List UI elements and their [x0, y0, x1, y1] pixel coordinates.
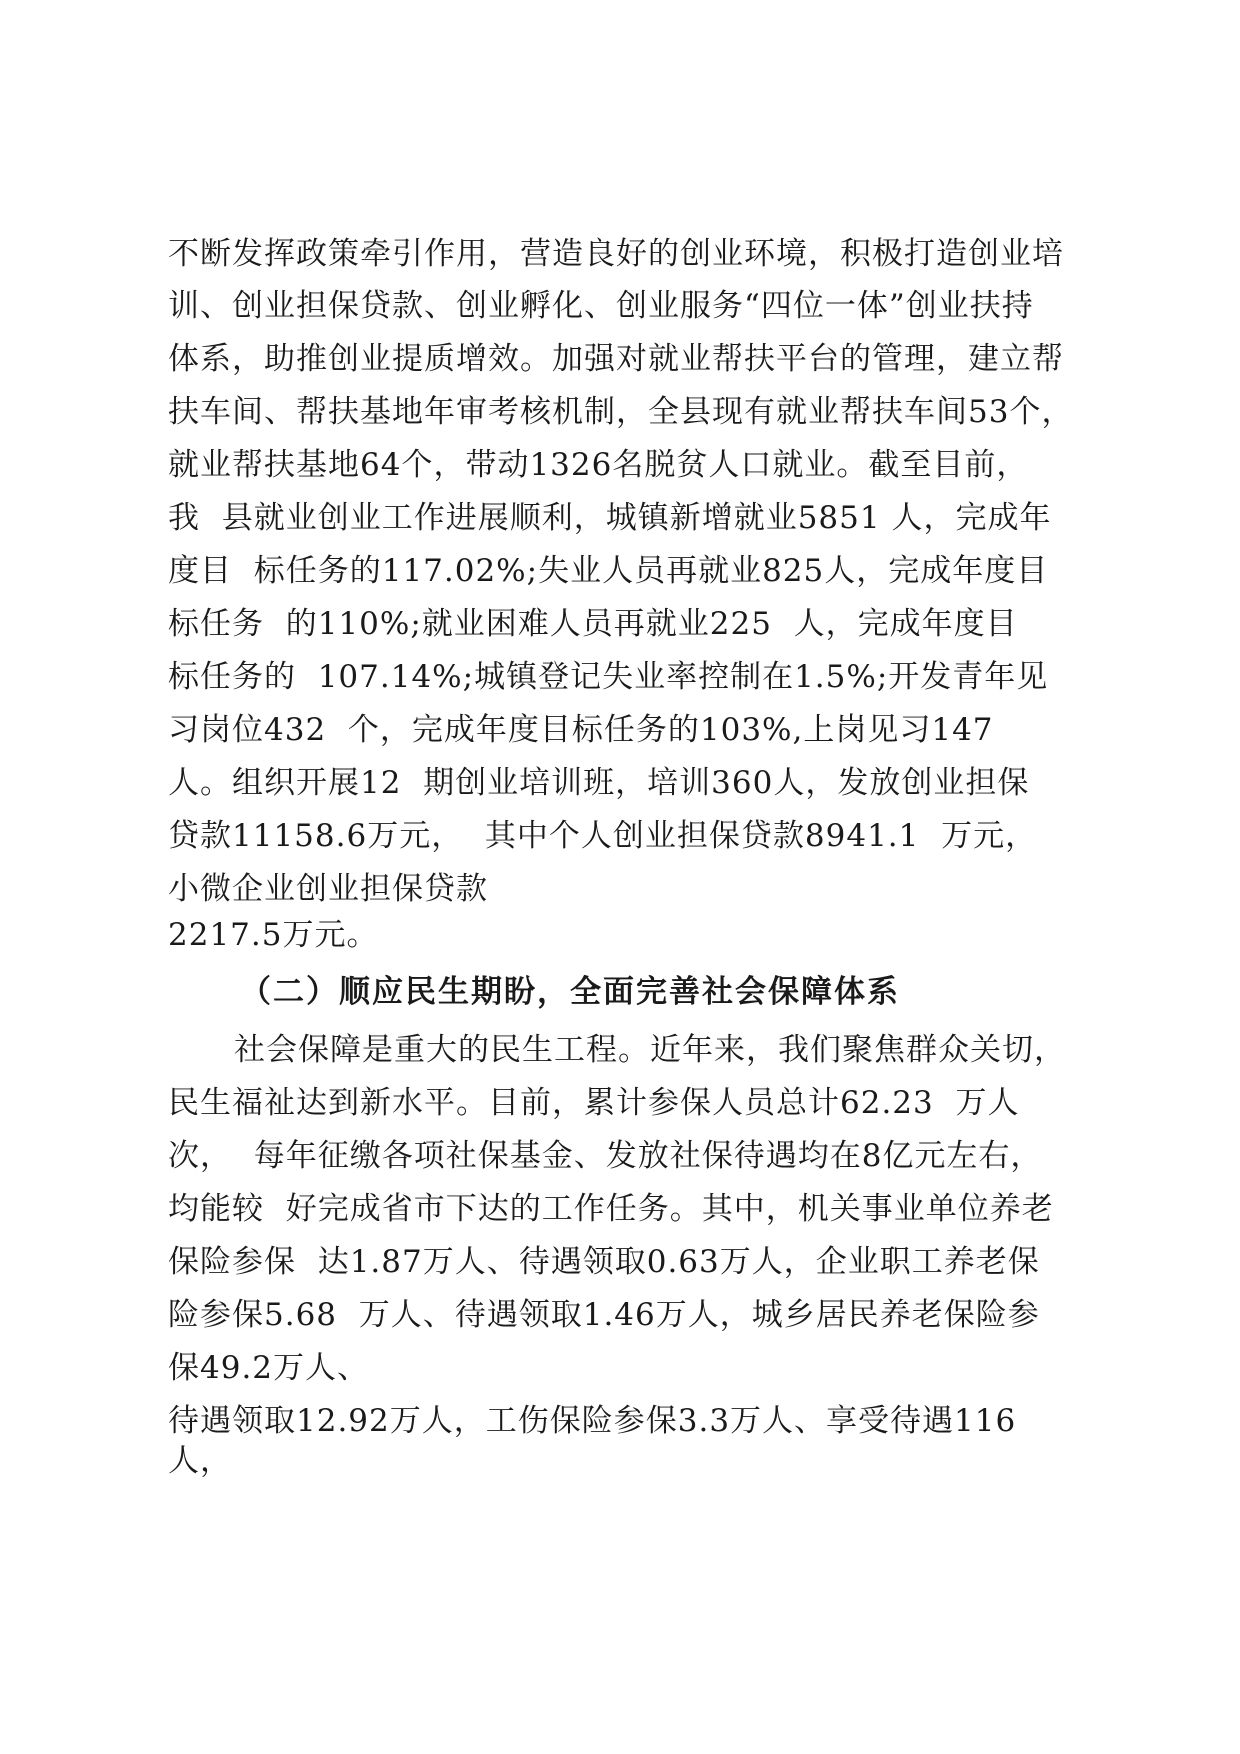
body-line-8: 标任务 的110%;就业困难人员再就业225 人，完成年度目 — [168, 606, 1018, 642]
body-line-16: 民生福祉达到新水平。目前，累计参保人员总计62.23 万人 — [168, 1085, 1020, 1121]
body-line-21: 保49.2万人、 — [168, 1350, 370, 1386]
body-line-5: 就业帮扶基地64个，带动1326名脱贫人口就业。截至目前， — [168, 447, 1029, 483]
body-line-1: 不断发挥政策牵引作用，营造良好的创业环境，积极打造创业培 — [168, 236, 1064, 272]
body-line-3: 体系，助推创业提质增效。加强对就业帮扶平台的管理，建立帮 — [168, 341, 1064, 377]
section-heading: （二）顺应民生期盼，全面完善社会保障体系 — [240, 974, 900, 1010]
body-line-18: 均能较 好完成省市下达的工作任务。其中，机关事业单位养老 — [168, 1191, 1054, 1227]
body-line-10: 习岗位432 个，完成年度目标任务的103%,上岗见习147 — [168, 712, 994, 748]
body-line-7: 度目 标任务的117.02%;失业人员再就业825人，完成年度目 — [168, 553, 1049, 589]
body-line-22: 待遇领取12.92万人，工伤保险参保3.3万人、享受待遇116 — [168, 1403, 1017, 1439]
body-line-17: 次， 每年征缴各项社保基金、发放社保待遇均在8亿元左右， — [168, 1138, 1043, 1174]
body-line-11: 人。组织开展12 期创业培训班，培训360人，发放创业担保 — [168, 765, 1030, 801]
body-line-20: 险参保5.68 万人、待遇领取1.46万人，城乡居民养老保险参 — [168, 1297, 1040, 1333]
body-line-23: 人， — [168, 1443, 232, 1479]
body-line-15: 社会保障是重大的民生工程。近年来，我们聚焦群众关切， — [234, 1032, 1066, 1068]
body-line-2: 训、创业担保贷款、创业孵化、创业服务“四位一体”创业扶持 — [168, 288, 1034, 324]
body-line-14: 2217.5万元。 — [168, 917, 379, 953]
body-line-6: 我 县就业创业工作进展顺利，城镇新增就业5851 人，完成年 — [168, 500, 1052, 536]
body-line-4: 扶车间、帮扶基地年审考核机制，全县现有就业帮扶车间53个， — [168, 394, 1074, 430]
body-line-9: 标任务的 107.14%;城镇登记失业率控制在1.5%;开发青年见 — [168, 659, 1049, 695]
body-line-13: 小微企业创业担保贷款 — [168, 871, 488, 907]
body-line-19: 保险参保 达1.87万人、待遇领取0.63万人，企业职工养老保 — [168, 1244, 1040, 1280]
body-line-12: 贷款11158.6万元， 其中个人创业担保贷款8941.1 万元， — [168, 818, 1038, 854]
